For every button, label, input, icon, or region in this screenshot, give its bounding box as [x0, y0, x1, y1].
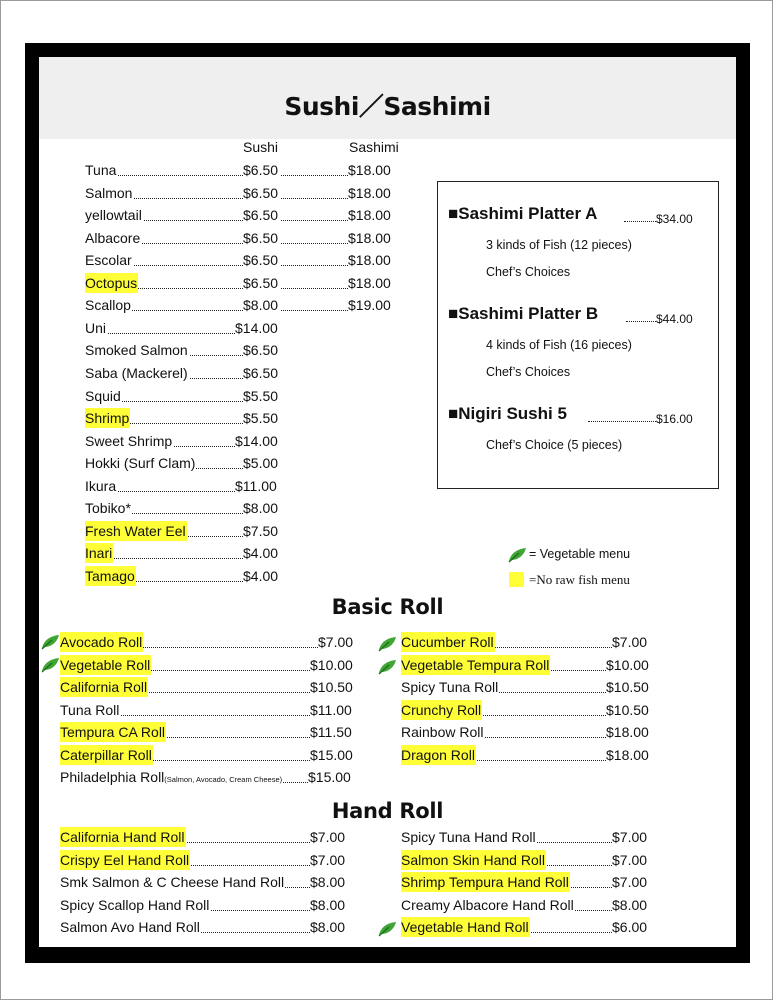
item-sashimi-price: $18.00	[348, 274, 391, 291]
item-price: $8.00	[612, 896, 648, 913]
item-price: $5.50	[243, 387, 279, 404]
item-price: $7.00	[612, 851, 648, 868]
leaf-icon	[40, 657, 60, 673]
list-item	[60, 917, 360, 937]
item-price: $10.50	[310, 679, 353, 695]
item-name: Saba (Mackerel)	[85, 364, 188, 381]
dot-leader	[281, 269, 348, 289]
leaf-icon	[377, 659, 397, 675]
item-name: Tuna	[85, 162, 117, 178]
list-item	[60, 850, 360, 870]
list-item	[85, 386, 405, 406]
list-item	[60, 872, 360, 892]
dot-leader	[281, 179, 348, 199]
item-sashimi-price: $19.00	[348, 297, 391, 314]
item-price: $10.50	[606, 701, 649, 718]
item-price: $15.00	[308, 769, 351, 785]
dot-leader	[624, 208, 656, 222]
item-name: Inari	[85, 545, 113, 562]
item-name: Hokki (Surf Clam)	[85, 455, 196, 472]
list-item	[401, 700, 701, 720]
item-price: $7.50	[243, 522, 279, 539]
platter-box	[437, 181, 719, 489]
item-price: $7.00	[310, 829, 346, 845]
menu-sheet	[39, 57, 736, 947]
item-name: Salmon	[85, 184, 133, 201]
platter-title: ■Sashimi Platter B	[448, 304, 599, 323]
platter-title: ■Sashimi Platter A	[448, 204, 598, 223]
leaf-icon	[40, 634, 60, 650]
item-price: $6.50	[243, 207, 279, 224]
item-name: Spicy Tuna Roll	[401, 679, 499, 695]
dot-leader	[281, 156, 348, 176]
platter-description: 3 kinds of Fish (12 pieces)	[486, 238, 632, 252]
item-name: Vegetable Hand Roll	[401, 919, 529, 935]
item-name: Shrimp	[85, 410, 130, 427]
item-name: Tamago	[85, 567, 135, 584]
item-name: Crunchy Roll	[401, 701, 482, 718]
leaf-icon	[377, 636, 397, 652]
platter-price: $34.00	[656, 212, 693, 226]
list-item	[60, 700, 360, 720]
list-item	[85, 160, 405, 180]
list-item	[85, 408, 405, 428]
item-name: Shrimp Tempura Hand Roll	[401, 874, 569, 890]
item-sashimi-price: $18.00	[348, 184, 391, 201]
legend-vegetable: = Vegetable menu	[529, 547, 631, 561]
dot-leader	[281, 246, 348, 266]
dot-leader	[281, 201, 348, 221]
hand-roll-title: Hand Roll	[331, 799, 444, 823]
platter-description: Chef’s Choices	[486, 365, 571, 379]
item-sashimi-price: $18.00	[348, 207, 391, 224]
item-name: yellowtail	[85, 207, 142, 224]
item-name: Cucumber Roll	[401, 634, 494, 650]
item-note: (Salmon, Avocado, Cream Cheese)	[164, 775, 283, 784]
list-item	[85, 340, 405, 360]
list-item	[401, 745, 701, 765]
list-item	[60, 655, 360, 675]
item-price: $4.00	[243, 545, 279, 562]
item-price: $8.00	[310, 896, 346, 913]
dot-leader	[281, 291, 348, 311]
platter-description: 4 kinds of Fish (16 pieces)	[486, 338, 632, 352]
item-name: Uni	[85, 319, 107, 336]
item-price: $6.50	[243, 162, 279, 178]
item-price: $8.00	[243, 297, 279, 314]
item-price: $7.00	[612, 874, 648, 890]
list-item	[60, 767, 360, 787]
legend-yellow-swatch	[509, 572, 524, 587]
list-item	[85, 453, 405, 473]
item-price: $10.00	[606, 656, 649, 673]
column-header-sushi: Sushi	[243, 139, 279, 155]
list-item	[401, 872, 701, 892]
item-price: $8.00	[243, 500, 279, 517]
item-price: $5.50	[243, 410, 279, 427]
item-price: $6.00	[612, 919, 648, 935]
legend-no-raw: =No raw fish menu	[529, 572, 630, 587]
list-item	[60, 827, 360, 847]
list-item	[85, 228, 405, 248]
item-name: Salmon Avo Hand Roll	[60, 919, 200, 935]
item-price: $10.50	[606, 679, 649, 695]
item-name: Scallop	[85, 297, 131, 314]
item-name: Albacore	[85, 229, 141, 246]
item-name: Philadelphia Roll	[60, 769, 165, 785]
list-item	[85, 318, 405, 338]
item-price: $6.50	[243, 274, 279, 291]
item-name: California Roll	[60, 679, 148, 695]
list-item	[85, 498, 405, 518]
item-price: $6.50	[243, 184, 279, 201]
item-name: Tobiko*	[85, 500, 131, 517]
column-header-sashimi: Sashimi	[349, 139, 399, 155]
item-price: $7.00	[318, 634, 354, 650]
item-price: $6.50	[243, 342, 279, 359]
item-name: Ikura	[85, 477, 117, 494]
item-price: $8.00	[310, 919, 346, 935]
list-item	[60, 895, 360, 915]
item-price: $15.00	[310, 746, 353, 763]
item-name: California Hand Roll	[60, 829, 185, 845]
item-price: $10.00	[310, 656, 353, 673]
item-name: Avocado Roll	[60, 634, 143, 650]
item-sashimi-price: $18.00	[348, 229, 391, 246]
dot-leader	[281, 224, 348, 244]
list-item	[85, 521, 405, 541]
platter-title: ■Nigiri Sushi 5	[448, 404, 567, 423]
platter-price: $44.00	[656, 312, 693, 326]
item-name: Smk Salmon & C Cheese Hand Roll	[60, 874, 285, 890]
list-item	[85, 431, 405, 451]
item-price: $4.00	[243, 567, 279, 584]
list-item	[401, 677, 701, 697]
item-name: Spicy Tuna Hand Roll	[401, 829, 536, 845]
item-name: Caterpillar Roll	[60, 746, 152, 763]
item-name-wrap	[60, 767, 283, 790]
list-item	[85, 183, 405, 203]
item-price: $11.50	[310, 724, 352, 740]
list-item	[85, 273, 405, 293]
list-item	[60, 722, 360, 742]
item-price: $8.00	[310, 874, 346, 890]
item-price: $7.00	[612, 634, 648, 650]
item-name: Tuna Roll	[60, 701, 120, 718]
list-item	[85, 295, 405, 315]
item-price: $18.00	[606, 746, 649, 763]
list-item	[85, 543, 405, 563]
list-item	[85, 363, 405, 383]
item-price: $11.00	[235, 477, 277, 494]
dot-leader	[626, 308, 656, 322]
item-name: Creamy Albacore Hand Roll	[401, 896, 574, 913]
item-name: Sweet Shrimp	[85, 432, 173, 449]
item-name: Spicy Scallop Hand Roll	[60, 896, 210, 913]
list-item	[401, 850, 701, 870]
item-price: $11.00	[310, 701, 352, 718]
list-item	[401, 655, 701, 675]
platter-description: Chef’s Choice (5 pieces)	[486, 438, 623, 452]
item-price: $18.00	[606, 724, 649, 740]
list-item	[85, 566, 405, 586]
item-name: Fresh Water Eel	[85, 522, 186, 539]
item-price: $14.00	[235, 319, 278, 336]
item-name: Crispy Eel Hand Roll	[60, 851, 190, 868]
list-item	[60, 677, 360, 697]
item-name: Vegetable Roll	[60, 656, 151, 673]
item-name: Salmon Skin Hand Roll	[401, 851, 545, 868]
item-price: $6.50	[243, 252, 279, 269]
item-sashimi-price: $18.00	[348, 252, 391, 269]
item-price: $14.00	[235, 432, 278, 449]
list-item	[60, 745, 360, 765]
dot-leader	[588, 408, 656, 422]
leaf-icon	[507, 547, 527, 563]
list-item	[85, 205, 405, 225]
list-item	[401, 895, 701, 915]
item-name: Escolar	[85, 252, 132, 269]
item-name: Vegetable Tempura Roll	[401, 656, 550, 673]
platter-price: $16.00	[656, 412, 693, 426]
list-item	[85, 250, 405, 270]
item-price: $5.00	[243, 455, 279, 472]
dot-leader	[85, 314, 235, 334]
list-item	[85, 476, 405, 496]
leaf-icon	[377, 921, 397, 937]
basic-roll-title: Basic Roll	[331, 595, 444, 619]
item-name: Rainbow Roll	[401, 724, 484, 740]
item-price: $6.50	[243, 364, 279, 381]
list-item	[401, 917, 701, 937]
item-sashimi-price: $18.00	[348, 162, 391, 178]
item-name: Dragon Roll	[401, 746, 475, 763]
item-price: $7.00	[612, 829, 648, 845]
list-item	[60, 632, 360, 652]
list-item	[401, 632, 701, 652]
item-name: Tempura CA Roll	[60, 724, 166, 740]
item-name: Smoked Salmon	[85, 342, 188, 359]
page-title: Sushi／Sashimi	[284, 92, 491, 121]
item-price: $7.00	[310, 851, 346, 868]
menu-frame	[25, 43, 750, 963]
item-price: $6.50	[243, 229, 279, 246]
list-item	[401, 722, 701, 742]
list-item	[401, 827, 701, 847]
platter-description: Chef’s Choices	[486, 265, 571, 279]
item-name: Octopus	[85, 274, 138, 291]
item-name: Squid	[85, 387, 121, 404]
